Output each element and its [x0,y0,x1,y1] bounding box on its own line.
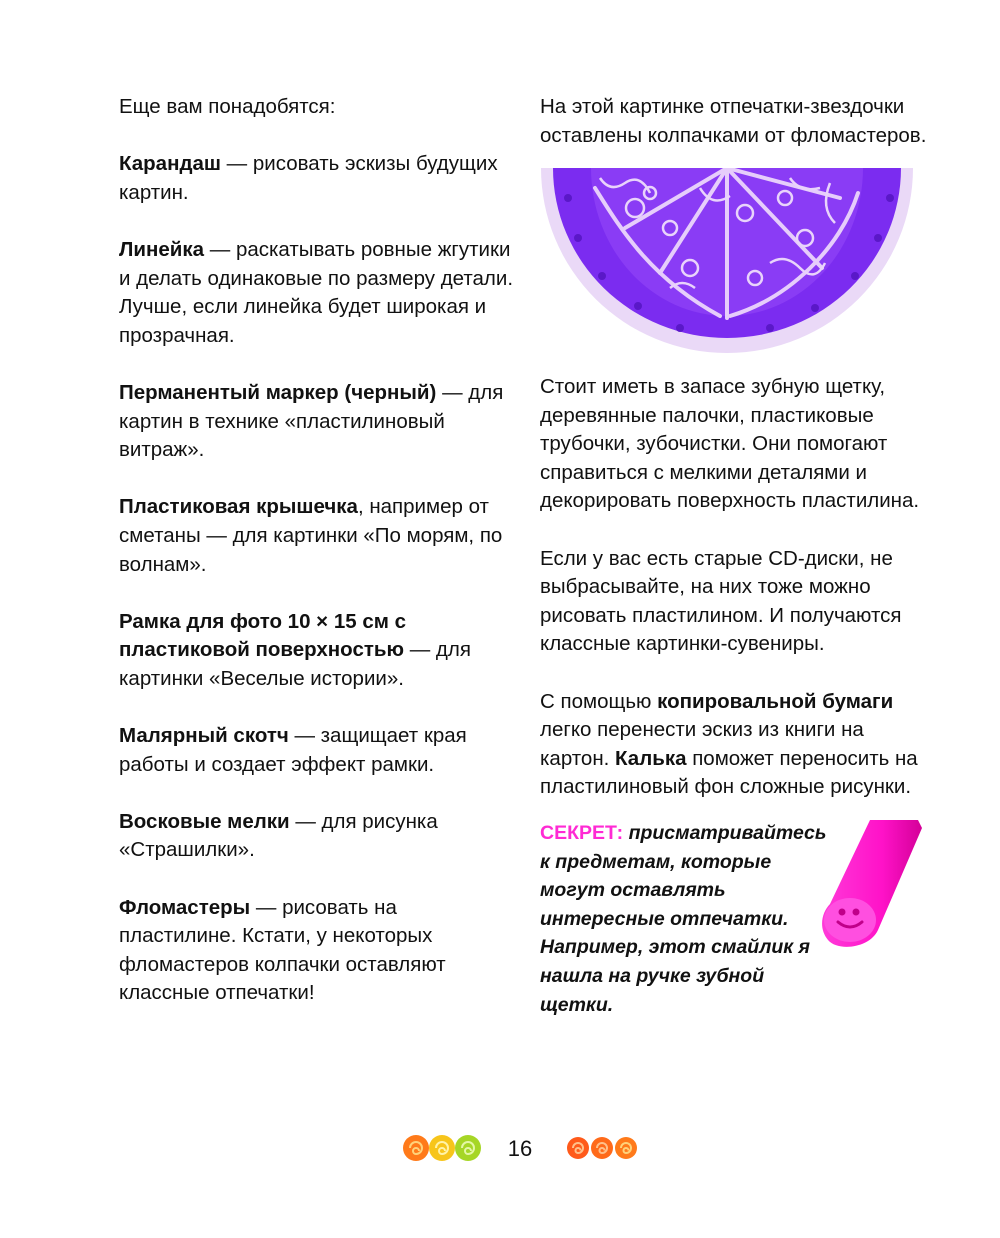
item-title: Пластиковая крышечка [119,495,358,519]
item-title: Фломастеры [119,895,251,919]
page-number: 16 [507,1136,533,1161]
list-item-ruler [119,236,514,350]
list-item-pencil [119,150,514,207]
paragraph-cd: Если у вас есть старые CD-диски, не выбрасывайте, на них тоже можно рисовать пластилином. И получаются классные картинки-сувениры. [540,546,902,656]
text-part: легко перенести эскиз из книги на картон. [540,718,864,770]
item-title: Линейка [119,237,205,261]
list-item-frame [119,608,514,694]
item-title: Карандаш [119,152,221,176]
paragraph-tools: Стоит иметь в запасе зубную щетку, деревянные палочки, пластиковые трубочки, зубочистки. Они помогают справиться с мелкими деталями и декорировать поверхность пластилина. [540,375,920,513]
text-part: поможет переносить на пластилиновый фон сложные рисунки. [540,746,918,799]
list-item-crayons [119,808,514,865]
item-title: Рамка для фото 10 × 15 см с пластиковой поверхностью [119,609,407,662]
left-column [119,93,514,1037]
item-desc: — для рисунка «Страшилки». [119,809,438,862]
secret-label: СЕКРЕТ: [540,822,624,844]
swirl-decoration-right [566,1130,640,1166]
paragraph-copy-paper [540,688,930,802]
plasticine-plate-image [540,168,915,354]
page-footer [0,1130,1000,1170]
list-item-tape [119,722,514,779]
right-column-caption [540,93,930,179]
item-desc: , например от сметаны — для картинки «По морям, по волнам». [119,495,503,576]
bold-term: Калька [615,746,687,770]
item-title: Восковые мелки [119,809,290,833]
item-desc: — защищает края работы и создает эффект рамки. [119,724,467,776]
item-desc: — рисовать эскизы будущих картин. [119,152,498,204]
secret-tip [540,819,830,1019]
item-desc: — раскатывать ровные жгутики и делать одинаковые по размеру детали. Лучше, если линейка будет широкая и прозрачная. [119,237,514,347]
text-part: С помощью [540,689,658,713]
secret-text: присматривайтесь к предметам, которые могут оставлять интересные отпечатки. Например, этот смайлик я нашла на ручке зубной щетки. [540,822,827,1016]
right-column-text [540,373,930,831]
bold-term: копировальной бумаги [657,689,894,713]
item-desc: — рисовать на пластилине. Кстати, у некоторых фломастеров колпачки оставляют классные отпечатки! [119,895,446,1005]
list-item-marker [119,379,514,465]
item-desc: — для картинки «Веселые истории». [119,638,471,690]
item-title: Перманентый маркер (черный) [119,380,437,404]
swirl-decoration-left [402,1130,482,1166]
intro-text: Еще вам понадобятся: [119,95,336,118]
image-caption: На этой картинке отпечатки-звездочки оставлены колпачками от фломастеров. [540,95,927,147]
toothbrush-handle-image [818,820,922,952]
item-title: Малярный скотч [119,724,289,748]
list-item-lid [119,493,514,579]
list-item-felt-pens [119,894,514,1008]
item-desc: — для картин в технике «пластилиновый витраж». [119,380,504,462]
